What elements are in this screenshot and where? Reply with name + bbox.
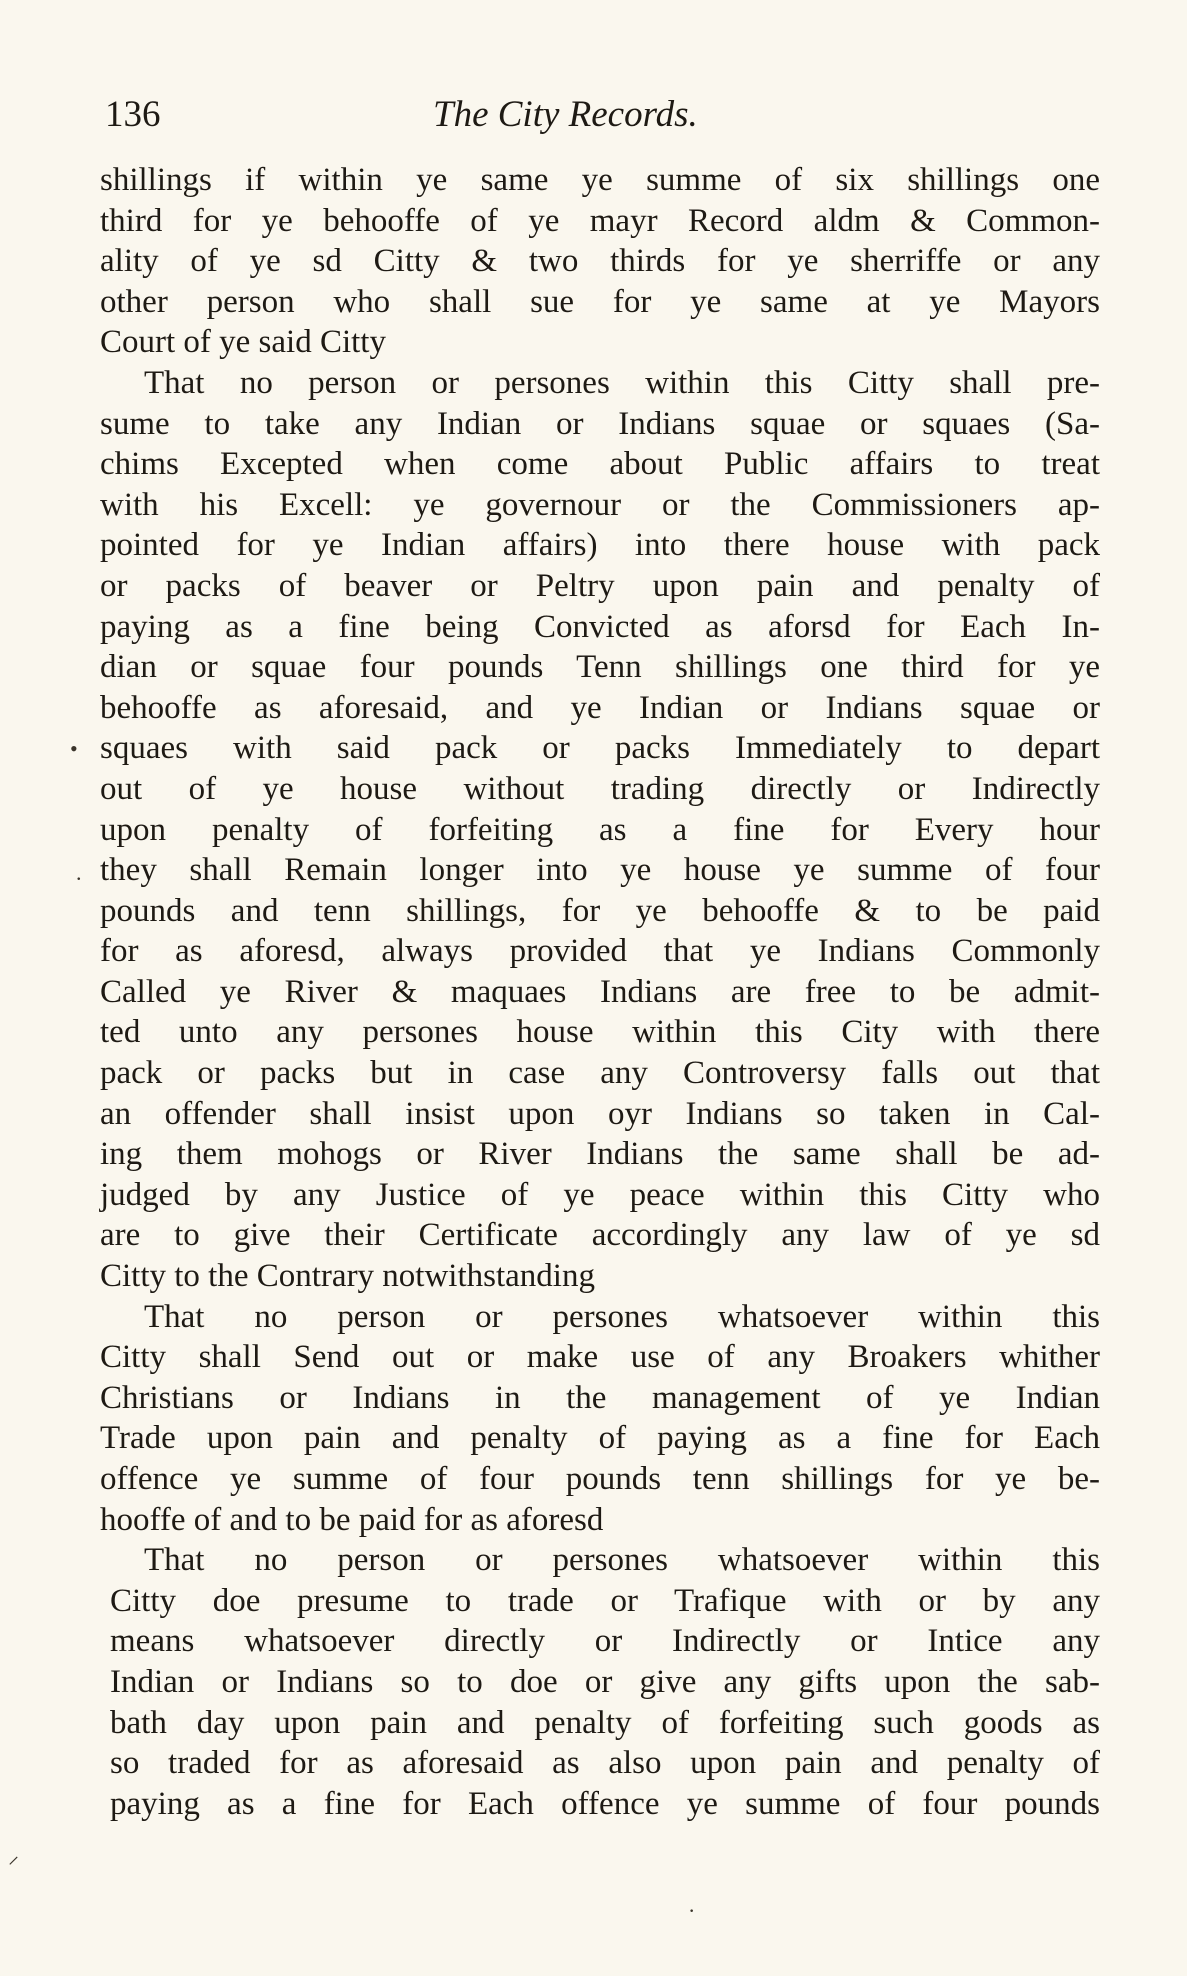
text-line: Citty doe presume to trade or Trafique with or by any [110, 1582, 1100, 1619]
text-line: hooffe of and to be paid for as aforesd [100, 1501, 604, 1538]
text-line: paying as a fine for Each offence ye summe of four pounds [110, 1785, 1100, 1822]
page-number: 136 [105, 94, 161, 135]
text-line: pounds and tenn shillings, for ye behooffe & to be paid [100, 892, 1100, 929]
text-line: upon penalty of forfeiting as a fine for Every hour [100, 811, 1100, 848]
text-line: or packs of beaver or Peltry upon pain and penalty of [100, 567, 1100, 604]
text-line: pointed for ye Indian affairs) into there house with pack [100, 527, 1100, 564]
text-line: third for ye behooffe of ye mayr Record aldm & Common- [100, 202, 1100, 239]
text-line: judged by any Justice of ye peace within this Citty who [100, 1176, 1100, 1213]
paragraph-start-line: That no person or persones within this Citty shall pre- [144, 364, 1100, 401]
text-line: Called ye River & maquaes Indians are free to be admit- [100, 973, 1100, 1010]
text-line: dian or squae four pounds Tenn shillings one third for ye [100, 649, 1100, 686]
text-line: for as aforesd, always provided that ye Indians Commonly [100, 933, 1100, 970]
text-line: means whatsoever directly or Indirectly or Intice any [110, 1623, 1100, 1660]
paragraph-start-line: That no person or persones whatsoever within this [144, 1542, 1100, 1579]
text-line: other person who shall sue for ye same at ye Mayors [100, 283, 1100, 320]
text-line: offence ye summe of four pounds tenn shillings for ye be- [100, 1461, 1100, 1497]
text-line: Court of ye said Citty [100, 324, 386, 361]
text-line: an offender shall insist upon oyr Indians so taken in Cal- [100, 1095, 1100, 1132]
text-line: paying as a fine being Convicted as aforsd for Each In- [100, 608, 1100, 645]
text-line: chims Excepted when come about Public affairs to treat [100, 446, 1100, 483]
text-line: Indian or Indians so to doe or give any gifts upon the sab- [110, 1663, 1100, 1700]
text-line: are to give their Certificate accordingly any law of ye sd [100, 1217, 1100, 1254]
text-line: Christians or Indians in the management of ye Indian [100, 1379, 1100, 1416]
text-line: ted unto any persones house within this City with there [100, 1014, 1100, 1051]
body-text [100, 160, 1100, 1824]
text-line: they shall Remain longer into ye house ye summe of four [100, 852, 1100, 889]
page-header [105, 92, 1105, 138]
text-line: squaes with said pack or packs Immediately to depart [100, 730, 1100, 767]
text-line: behooffe as aforesaid, and ye Indian or Indians squae or [100, 689, 1100, 726]
margin-tick-mark: ⸝ [8, 1843, 20, 1868]
text-line: pack or packs but in case any Controversy falls out that [100, 1055, 1100, 1092]
running-title: The City Records. [433, 94, 698, 135]
bottom-dot-mark: · [688, 1898, 696, 1923]
text-line: Citty shall Send out or make use of any Broakers whither [100, 1339, 1100, 1376]
text-line: so traded for as aforesaid as also upon pain and penalty of [110, 1745, 1100, 1782]
text-line: shillings if within ye same ye summe of six shillings one [100, 162, 1100, 198]
text-line: bath day upon pain and penalty of forfeiting such goods as [110, 1704, 1100, 1741]
text-line: Trade upon pain and penalty of paying as a fine for Each [100, 1420, 1100, 1457]
text-line: Citty to the Contrary notwithstanding [100, 1258, 595, 1295]
text-line: out of ye house without trading directly or Indirectly [100, 770, 1100, 807]
text-line: with his Excell: ye governour or the Commissioners ap- [100, 486, 1100, 523]
text-line: ality of ye sd Citty & two thirds for ye sherriffe or any [100, 243, 1100, 280]
text-line: ing them mohogs or River Indians the same shall be ad- [100, 1136, 1100, 1173]
paragraph-start-line: That no person or persones whatsoever within this [144, 1298, 1100, 1335]
margin-bullet-mark: • [70, 736, 78, 761]
text-line: sume to take any Indian or Indians squae or squaes (Sa- [100, 405, 1100, 442]
margin-dot-mark: . [76, 860, 82, 885]
